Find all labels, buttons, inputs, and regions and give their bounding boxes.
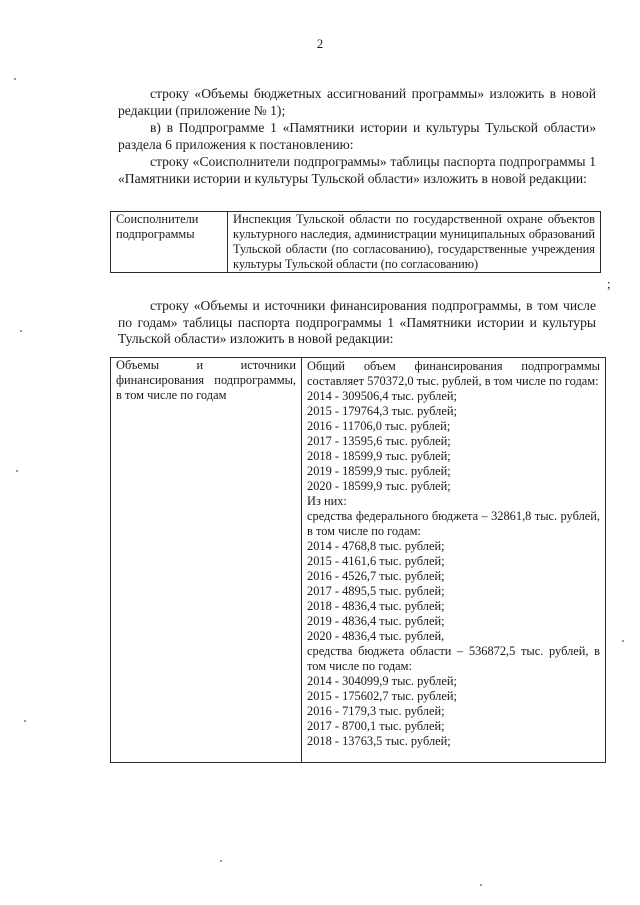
- scan-speck: [20, 330, 22, 332]
- financing-line: средства федерального бюджета – 32861,8 тыс. рублей, в том числе по годам:: [307, 509, 600, 538]
- financing-line: 2017 - 8700,1 тыс. рублей;: [307, 719, 445, 733]
- scan-speck: [24, 720, 26, 722]
- scan-speck: [480, 884, 482, 886]
- table-row: [111, 212, 601, 273]
- scan-speck: [16, 470, 18, 472]
- financing-line: Из них:: [307, 494, 347, 508]
- paragraph-text: строку «Соисполнители подпрограммы» таблицы паспорта подпрограммы 1 «Памятники истории и культуры Тульской области» изложить в новой редакции:: [118, 154, 596, 186]
- financing-line: 2015 - 4161,6 тыс. рублей;: [307, 554, 445, 568]
- paragraph-subprogram-1: [118, 120, 596, 153]
- financing-line: 2018 - 18599,9 тыс. рублей;: [307, 449, 451, 463]
- paragraph-financing-row: [118, 298, 596, 348]
- financing-table: [110, 357, 606, 763]
- financing-label-cell: [111, 358, 302, 763]
- paragraph-text: в) в Подпрограмме 1 «Памятники истории и культуры Тульской области» раздела 6 приложения к постановлению:: [118, 120, 596, 152]
- financing-line: 2017 - 4895,5 тыс. рублей;: [307, 584, 445, 598]
- financing-value-cell: [302, 358, 606, 763]
- financing-line: 2018 - 4836,4 тыс. рублей;: [307, 599, 445, 613]
- scan-speck: [14, 78, 16, 80]
- paragraph-coexecutors-row: [118, 154, 596, 187]
- financing-line: 2019 - 4836,4 тыс. рублей;: [307, 614, 445, 628]
- financing-line: 2016 - 7179,3 тыс. рублей;: [307, 704, 445, 718]
- page-number: 2: [316, 36, 324, 51]
- trailing-semicolon: ;: [607, 276, 611, 291]
- financing-line: 2016 - 11706,0 тыс. рублей;: [307, 419, 451, 433]
- financing-line: 2020 - 18599,9 тыс. рублей;: [307, 479, 451, 493]
- financing-line: 2016 - 4526,7 тыс. рублей;: [307, 569, 445, 583]
- financing-line: 2017 - 13595,6 тыс. рублей;: [307, 434, 451, 448]
- paragraph-budget-allocations: [118, 86, 596, 119]
- financing-line: 2014 - 304099,9 тыс. рублей;: [307, 674, 457, 688]
- paragraph-text: строку «Объемы и источники финансирования подпрограммы, в том числе по годам» таблицы паспорта подпрограммы 1 «Памятники истории и культуры Тульской области» изложить в новой редакции:: [118, 298, 596, 346]
- coexecutors-table: [110, 211, 601, 273]
- paragraph-text: строку «Объемы бюджетных ассигнований программы» изложить в новой редакции (приложение № 1);: [118, 86, 596, 118]
- financing-line: 2014 - 309506,4 тыс. рублей;: [307, 389, 457, 403]
- financing-line: средства бюджета области – 536872,5 тыс. рублей, в том числе по годам:: [307, 644, 600, 673]
- financing-line: 2018 - 13763,5 тыс. рублей;: [307, 734, 451, 748]
- financing-line: 2015 - 179764,3 тыс. рублей;: [307, 404, 457, 418]
- coexecutors-label-cell: Соисполнители подпрограммы: [111, 212, 228, 273]
- financing-line: Общий объем финансирования подпрограммы составляет 570372,0 тыс. рублей, в том числе по годам:: [307, 359, 600, 388]
- scan-speck: [622, 640, 624, 642]
- financing-line: 2019 - 18599,9 тыс. рублей;: [307, 464, 451, 478]
- financing-line: 2015 - 175602,7 тыс. рублей;: [307, 689, 457, 703]
- financing-line-spacer: [307, 749, 600, 761]
- financing-label-text: Объемы и источники финансирования подпрограммы, в том числе по годам: [116, 358, 296, 402]
- financing-line: 2014 - 4768,8 тыс. рублей;: [307, 539, 445, 553]
- coexecutors-value-cell: Инспекция Тульской области по государственной охране объектов культурного наследия, администрации муниципальных образований Тульской области (по согласованию), государственные учреждения культуры Тульской области (по согласованию): [228, 212, 601, 273]
- scan-speck: [220, 860, 222, 862]
- table-row: [111, 358, 606, 763]
- financing-line: 2020 - 4836,4 тыс. рублей,: [307, 629, 445, 643]
